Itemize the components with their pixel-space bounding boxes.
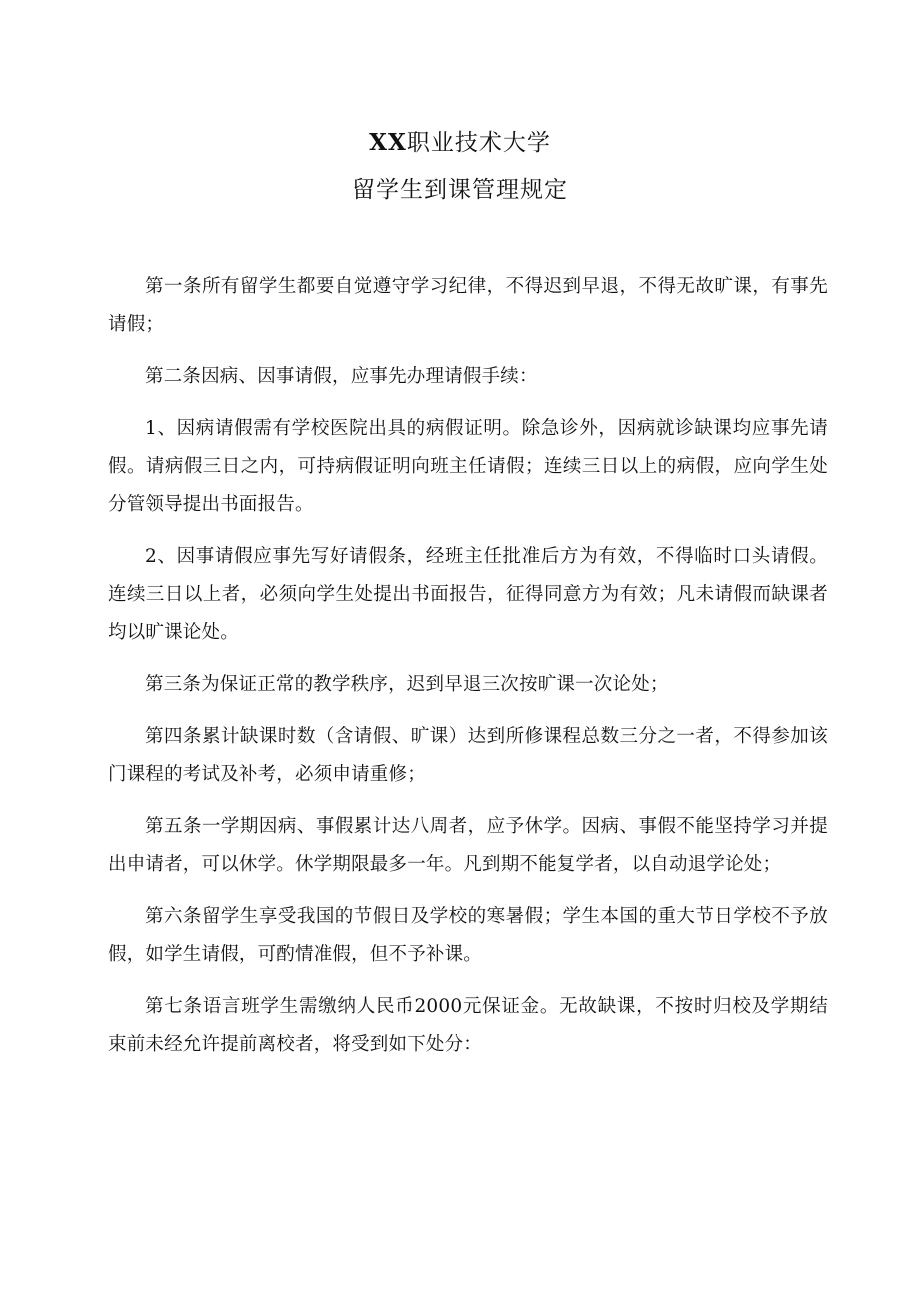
paragraph-article-2-item-1: 1、因病请假需有学校医院出具的病假证明。除急诊外，因病就诊缺课均应事先请假。请病假三日之内，可持病假证明向班主任请假；连续三日以上的病假，应向学生处分管领导提出书面报告。: [108, 418, 828, 515]
paragraph-article-6: 第六条留学生享受我国的节假日及学校的寒暑假；学生本国的重大节日学校不予放假，如学生请假，可酌情准假，但不予补课。: [108, 906, 828, 965]
paragraph-article-3: 第三条为保证正常的教学秩序，迟到早退三次按旷课一次论处；: [145, 674, 669, 695]
paragraph-article-2: 第二条因病、因事请假，应事先办理请假手续：: [145, 366, 538, 387]
paragraph-article-5: 第五条一学期因病、事假累计达八周者，应予休学。因病、事假不能坚持学习并提出申请者，可以休学。休学期限最多一年。凡到期不能复学者，以自动退学论处；: [108, 816, 828, 875]
document-body: [108, 268, 828, 1078]
paragraph-article-4: 第四条累计缺课时数（含请假、旷课）达到所修课程总数三分之一者，不得参加该门课程的考试及补考，必须申请重修；: [108, 726, 828, 785]
document-title: [0, 128, 920, 158]
title-prefix: XX: [369, 129, 407, 156]
paragraph-article-2-item-2: 2、因事请假应事先写好请假条，经班主任批准后方为有效，不得临时口头请假。连续三日以上者，必须向学生处提出书面报告，征得同意方为有效；凡未请假而缺课者均以旷课论处。: [108, 546, 828, 643]
paragraph-article-1: 第一条所有留学生都要自觉遵守学习纪律，不得迟到早退，不得无故旷课，有事先请假；: [108, 276, 828, 335]
document-subtitle: 留学生到课管理规定: [352, 177, 568, 203]
paragraph-article-7: 第七条语言班学生需缴纳人民币2000元保证金。无故缺课，不按时归校及学期结束前未经允许提前离校者，将受到如下处分：: [108, 996, 828, 1055]
title-rest: 职业技术大学: [406, 130, 551, 156]
